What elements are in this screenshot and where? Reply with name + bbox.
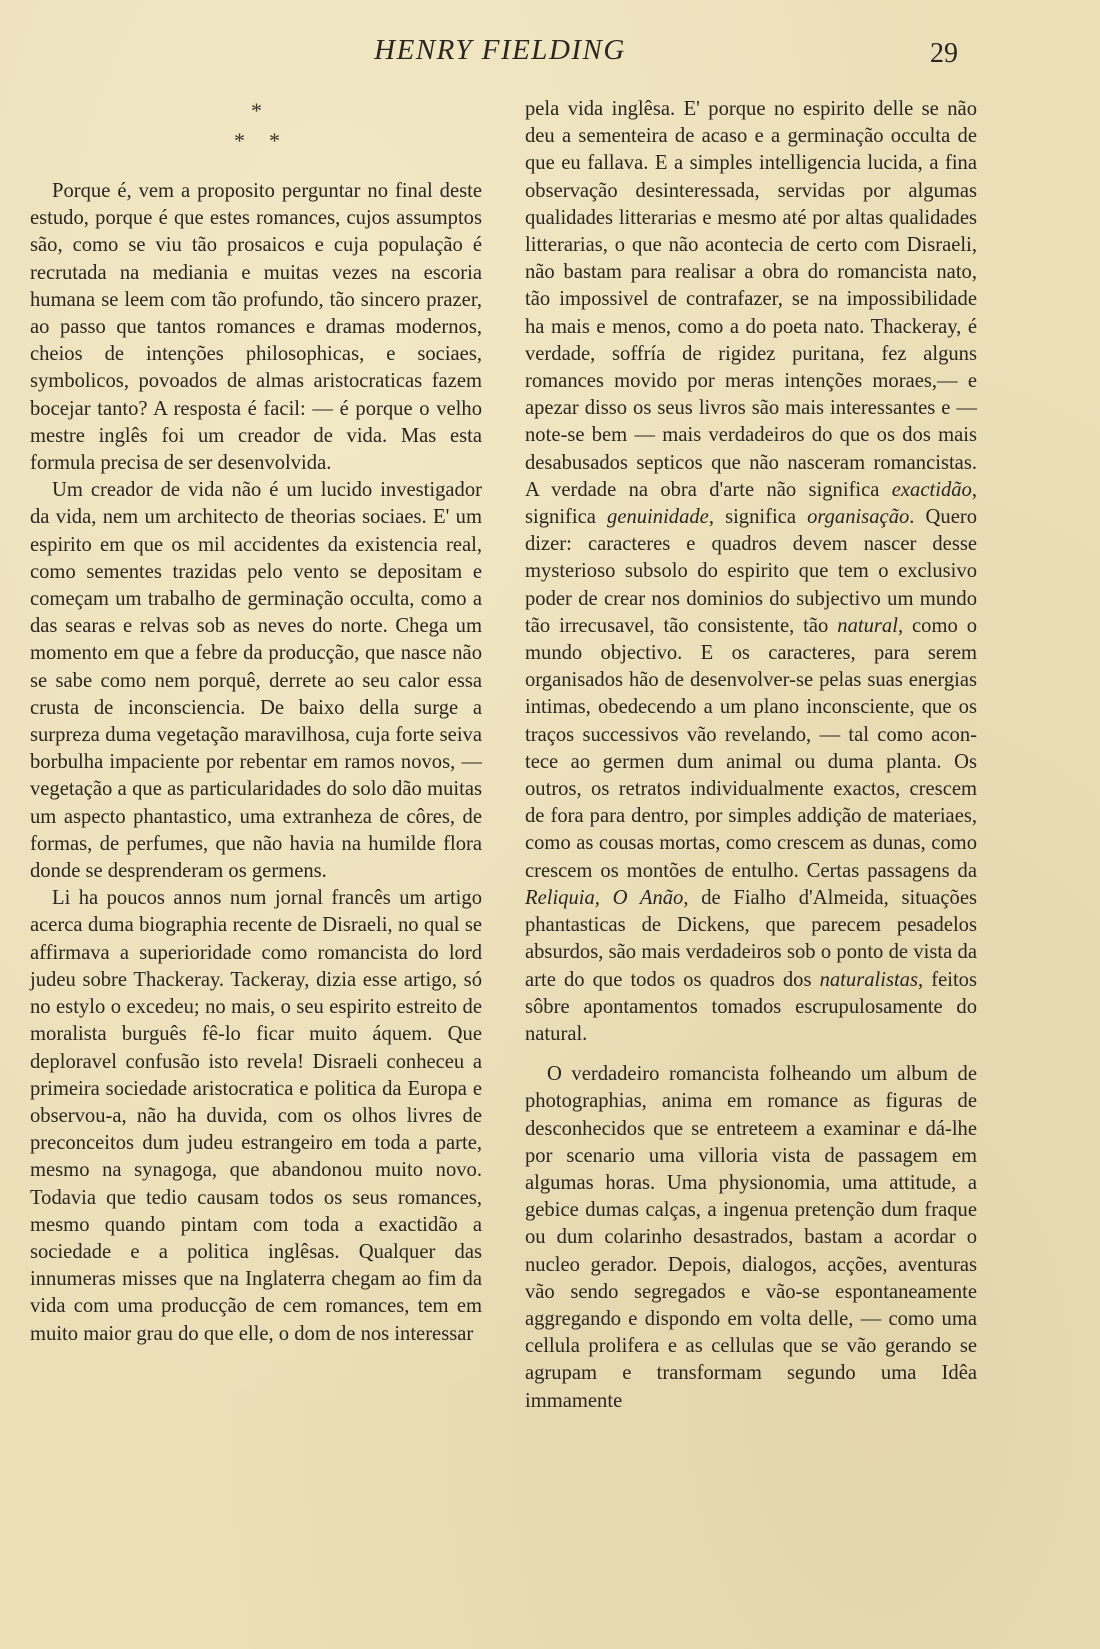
text-run: . Quero dizer: caracteres e quadros devem nascer desse mysterioso subsolo do espirito que tem o exclusivo poder de crear nos dominios do subjectivo um mundo tão irrecusavel, tão consistente, tão bbox=[525, 506, 978, 637]
italic-term: naturalistas bbox=[819, 968, 918, 991]
paragraph: Porque é, vem a proposito perguntar no final deste estudo, porque é que estes romances, cujos assumptos são, como se viu tão prosaicos e cuja população é recrutada na mediania e muitas vezes na escoria humana se leem com tão profundo, tão sincero prazer, ao passo que tantos romances e dramas modernos, cheios de intenções philosophicas, e sociaes, symbolicos, povoados de almas aristocraticas fazem bocejar tanto? A resposta é facil: — é porque o velho mestre inglês foi um creador de vida. Mas esta formula precisa de ser desenvolvida. bbox=[30, 180, 482, 475]
page-number: 29 bbox=[930, 38, 958, 69]
text-run: , feitos sôbre apontamentos tomados escrupulosamente do natural. bbox=[525, 968, 977, 1045]
asterism-star: * bbox=[234, 128, 245, 153]
italic-term: Reliquia, O Anão bbox=[525, 886, 684, 909]
paragraph: Um creador de vida não é um lucido investigador da vida, nem um architecto de theorias sociaes. E' um espirito em que os mil accidentes da existencia real, como sementes trazidas pelo vento se depositam e começam um trabalho de germinação occulta, como a das searas e relvas sob as neves do norte. Chega um momento em que a febre da producção, que nasce não se sabe como nem porquê, derrete ao seu calor essa crusta de inconsciencia. De baixo della surge a surpreza duma vegetação maravilhosa, cuja forte seiva borbulha impaciente por rebentar em ramos novos, — vegetação a que as particularidades do solo dão muitas um aspecto phantastico, uma extranheza de côres, de formas, de perfumes, que não havia na humilde flora donde se desprenderam os germens. bbox=[30, 479, 482, 883]
paragraph: O verdadeiro romancista folheando um album de photographias, anima em romance as figuras de desconhecidos que se entreteem a examinar e dá-lhe por scenario uma villoria vista de passagem em algumas horas. Uma physionomia, uma attitude, a gebice dumas calças, a ingenua pretenção dum fraque ou dum colarinho desastrados, bastam a acordar o nucleo gerador. Depois, dialogos, acções, aventuras vão sendo segregados e vão-se espontaneamente aggregando e dispondo em volta delle, — como uma cellula prolifera e as cellulas que se vão gerando se agrupam e transformam segundo uma Idêa immamente bbox=[525, 1063, 977, 1412]
text-run: , como o mundo objectivo. E os caracteres, para serem organisados hão de desenvolver-se pelas suas energias intimas, obedecendo a um plano inconsciente, que os traços successivos vão revelando, — tal como acontece ao germen dum animal ou duma planta. Os outros, os retratos individualmente exactos, crescem de fora para dentro, por simples addição de materiaes, como as cousas mortas, como crescem as dunas, como crescem os montões de entulho. Certas passagens da bbox=[525, 614, 977, 882]
section-asterism bbox=[34, 96, 482, 178]
text-run: , significa bbox=[708, 506, 808, 529]
right-column bbox=[525, 96, 977, 1415]
italic-term: organisação bbox=[807, 506, 910, 529]
running-title: HENRY FIELDING bbox=[374, 34, 626, 66]
italic-term: genuinidade bbox=[607, 506, 709, 529]
asterism-star: * bbox=[251, 98, 262, 123]
text-run: , significa bbox=[525, 478, 977, 529]
left-column bbox=[30, 96, 482, 1348]
paragraph-continued bbox=[525, 96, 977, 1048]
italic-term: exactidão bbox=[891, 478, 972, 501]
text-run: pela vida inglêsa. E' porque no espirito delle se não deu a sementeira de acaso e a germinação occulta de que eu fallava. E a simples intelligencia lucida, a fina observação desinteressada, servidas por algumas qualidades litterarias e mesmo até por altas qualidades litterarias, o que não acontecia de certo com Disraeli, não bastam para realisar a obra do romancista nato, tão impossivel de contrafazer, se na impossibilidade ha mais e menos, como a do poeta nato. Thackeray, é verdade, soffría de rigidez puritana, fez alguns romances movido por meras intenções moraes,— e apezar disso os seus livros são mais interessantes e — note-se bem — mais verdadeiros do que os dos mais desabusados septicos que não nasceram romancistas. A verdade na obra d'arte não significa bbox=[525, 98, 977, 501]
italic-term: natural bbox=[837, 614, 898, 637]
text-run: , de Fialho d'Almeida, situações phantasticas de Dickens, que parecem pesadelos absurdos, são mais verdadeiros sob o ponto de vista da arte do que todos os quadros dos bbox=[525, 886, 977, 991]
paragraph: Li ha poucos annos num jornal francês um artigo acerca duma biographia recente de Disraeli, no qual se affirmava a superioridade como romancista do lord judeu sobre Thackeray. Tackeray, dizia esse artigo, só no estylo o excedeu; no mais, o seu espirito estreito de moralista burguês fê-lo ficar muito áquem. Que deploravel confusão isto revela! Disraeli conheceu a primeira sociedade aristocratica e politica da Europa e observou-a, não ha duvida, com os olhos livres de preconceitos dum judeu estrangeiro em toda a parte, mesmo na synagoga, que abandonou muito novo. Todavia que tedio causam todos os seus romances, mesmo quando pintam com toda a exactidão a sociedade e a politica inglêsas. Qualquer das innumeras misses que na Inglaterra chegam ao fim da vida com uma producção de cem romances, tem em muito maior grau do que elle, o dom de nos interessar bbox=[30, 887, 482, 1345]
asterism-star: * bbox=[269, 128, 280, 153]
